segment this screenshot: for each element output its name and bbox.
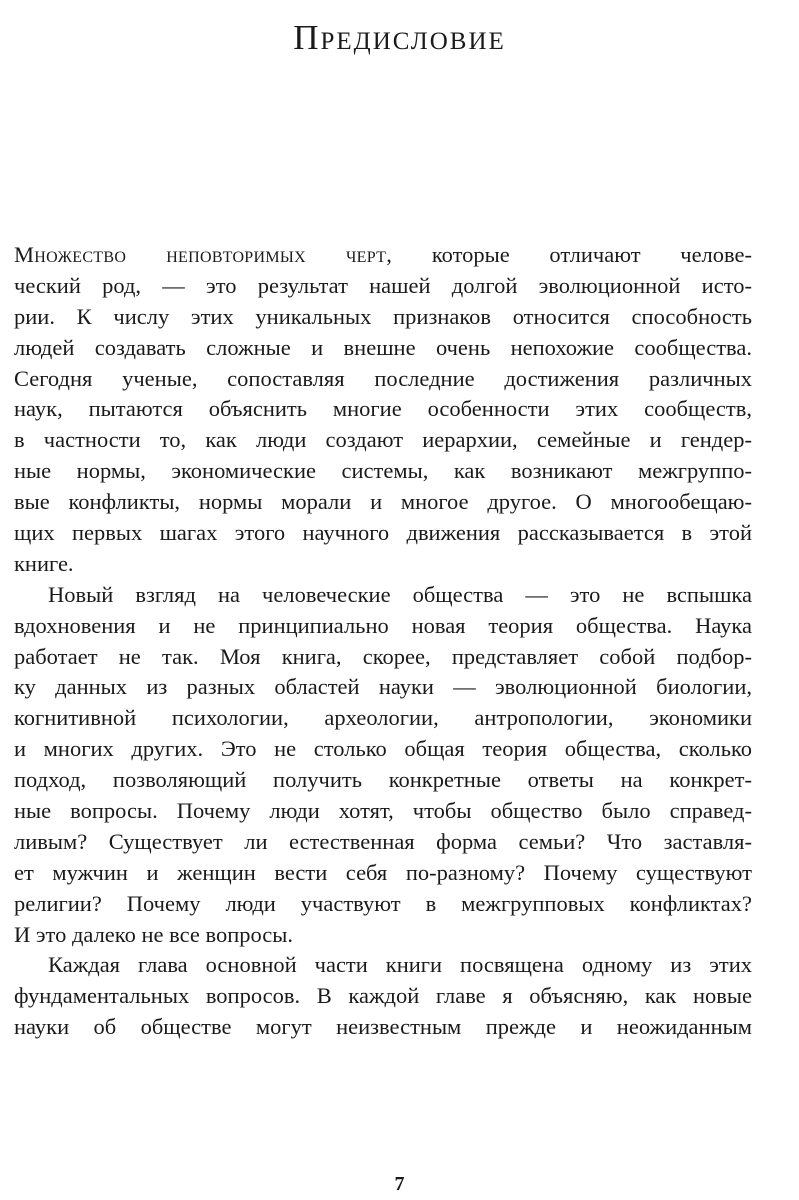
text-line: наук, пытаются объяснить многие особенности этих сообществ, — [14, 396, 752, 422]
text-line: вые конфликты, нормы морали и многое другое. О многообещаю- — [14, 489, 752, 515]
text-line: фундаментальных вопросов. В каждой главе я объясняю, как новые — [14, 983, 752, 1009]
text-line: в частности то, как люди создают иерархии, семейные и гендер- — [14, 427, 752, 453]
text-line: И это далеко не все вопросы. — [14, 921, 294, 947]
text-line: ческий род, — это результат нашей долгой эволюционной исто- — [14, 272, 752, 298]
text-line: вдохновения и не принципиально новая теория общества. Наука — [14, 612, 752, 638]
text-line — [14, 240, 752, 271]
text-line: религии? Почему люди участвуют в межгрупповых конфликтах? — [14, 890, 752, 916]
text-line: ные вопросы. Почему люди хотят, чтобы общество было справед- — [14, 798, 752, 824]
text-line: Новый взгляд на человеческие общества — это не вспышка — [48, 581, 752, 607]
text-line: ные нормы, экономические системы, как возникают межгруппо- — [14, 458, 752, 484]
lead-in-words: Множество неповторимых черт, — [14, 242, 393, 267]
text-line: ет мужчин и женщин вести себя по-разному? Почему существуют — [14, 859, 752, 885]
page-title: Предисловие — [293, 18, 506, 57]
text-line: ливым? Существует ли естественная форма семьи? Что заставля- — [14, 828, 752, 854]
text-line: щих первых шагах этого научного движения рассказывается в этой — [14, 520, 752, 546]
text-line: Каждая глава основной части книги посвящена одному из этих — [48, 952, 752, 978]
text-line: когнитивной психологии, археологии, антропологии, экономики — [14, 705, 752, 731]
text-line: работает не так. Моя книга, скорее, представляет собой подбор- — [14, 643, 752, 669]
text-line: и многих других. Это не столько общая теория общества, сколько — [14, 736, 752, 762]
text-line: книге. — [14, 550, 74, 576]
text-line-fragment: которые отличают челове- — [392, 242, 753, 267]
body-text — [14, 240, 752, 1043]
text-line: Сегодня ученые, сопоставляя последние достижения различных — [14, 365, 752, 391]
text-line: людей создавать сложные и внешне очень непохожие сообщества. — [14, 334, 752, 360]
text-line: рии. К числу этих уникальных признаков относится способность — [14, 303, 752, 329]
page-number: 7 — [394, 1173, 405, 1195]
text-line: науки об обществе могут неизвестным прежде и неожиданным — [14, 1014, 752, 1040]
text-line: ку данных из разных областей науки — эволюционной биологии, — [14, 674, 752, 700]
text-line: подход, позволяющий получить конкретные ответы на конкрет- — [14, 767, 752, 793]
